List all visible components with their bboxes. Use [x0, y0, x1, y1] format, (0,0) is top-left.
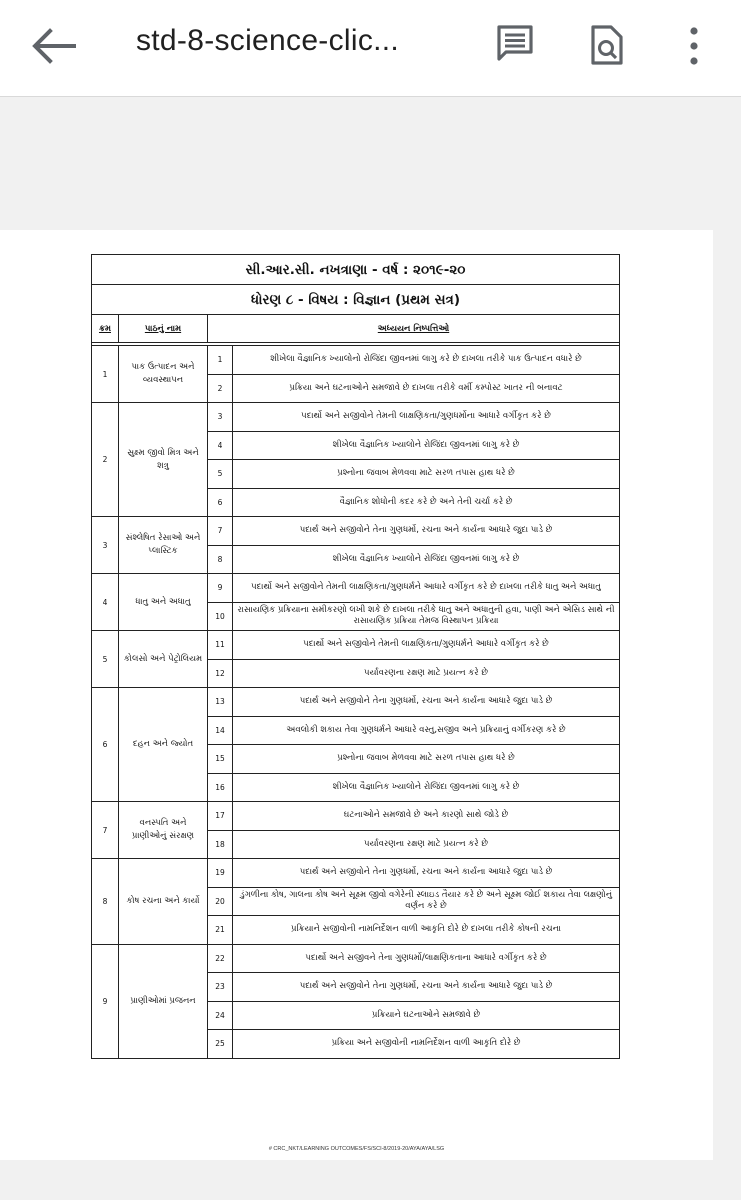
outcome-number: 25 [208, 1030, 233, 1059]
app-bar [0, 0, 741, 97]
table-subtitle: ધોરણ ૮ - વિષય : વિજ્ઞાન (પ્રથમ સત્ર) [92, 285, 620, 315]
outcome-text: પદાર્થો અને સજીવોને તેમની લાક્ષણિકતા/ગુણધર્મને આધારે વર્ગીકૃત કરે છે [233, 631, 620, 660]
table-row [92, 574, 620, 603]
table-row [92, 688, 620, 717]
outcome-text: પદાર્થો અને સજીવોને તેમની લાક્ષણિકતા/ગુણધર્મને આધારે વર્ગીકૃત કરે છે દાખલા તરીકે ધાતુ અને અધાતુ [233, 574, 620, 603]
unit-number: 4 [92, 574, 119, 631]
outcome-text: શીખેલા વૈજ્ઞાનિક ખ્યાલોને રોજિંદા જીવનમાં લાગુ કરે છે [233, 773, 620, 802]
outcome-number: 8 [208, 545, 233, 574]
unit-name: વનસ્પતિ અને પ્રાણીઓનું સંરક્ષણ [119, 802, 208, 859]
document-page [0, 230, 713, 1160]
outcome-number: 24 [208, 1001, 233, 1030]
outcome-number: 5 [208, 460, 233, 489]
table-row [92, 403, 620, 432]
search-document-icon[interactable] [590, 24, 624, 66]
unit-number: 1 [92, 346, 119, 403]
unit-name: ધાતુ અને અધાતુ [119, 574, 208, 631]
outcome-text: પ્રક્રિયાને ઘટનાઓને સમજાવે છે [233, 1001, 620, 1030]
table-title: સી.આર.સી. નખત્રાણા - વર્ષ : ૨૦૧૯-૨૦ [92, 255, 620, 285]
outcome-text: પદાર્થ અને સજીવોને તેના ગુણધર્મો, રચના અને કાર્યના આધારે જુદા પાડે છે [233, 688, 620, 717]
table-row [92, 944, 620, 973]
unit-number: 7 [92, 802, 119, 859]
unit-name: કોલસો અને પેટ્રોલિયમ [119, 631, 208, 688]
outcome-number: 16 [208, 773, 233, 802]
unit-name: સંશ્લેષિત રેસાઓ અને પ્લાસ્ટિક [119, 517, 208, 574]
outcome-text: શીખેલા વૈજ્ઞાનિક ખ્યાલોનો રોજિંદા જીવનમાં લાગુ કરે છે દાખલા તરીકે પાક ઉત્પાદન વધારે છે [233, 346, 620, 375]
comment-icon[interactable] [496, 24, 534, 64]
outcome-text: પ્રશ્નોના જવાબ મેળવવા માટે સરળ તપાસ હાથ ધરે છે [233, 745, 620, 774]
outcome-number: 14 [208, 716, 233, 745]
header-unit: પાઠનું નામ [119, 315, 208, 343]
unit-name: પ્રાણીઓમાં પ્રજનન [119, 944, 208, 1058]
outcome-text: પદાર્થો અને સજીવને તેના ગુણધર્મો/લાક્ષણિકતાના આધારે વર્ગીકૃત કરે છે [233, 944, 620, 973]
outcome-number: 17 [208, 802, 233, 831]
outcome-text: પર્યાવરણના રક્ષણ માટે પ્રયત્ન કરે છે [233, 659, 620, 688]
outcome-number: 3 [208, 403, 233, 432]
header-outcomes: અધ્યયન નિષ્પત્તિઓ [208, 315, 620, 343]
outcome-number: 2 [208, 374, 233, 403]
outcome-number: 23 [208, 973, 233, 1002]
outcome-number: 1 [208, 346, 233, 375]
outcome-number: 18 [208, 830, 233, 859]
outcome-number: 19 [208, 859, 233, 888]
unit-name: કોષ રચના અને કાર્યો [119, 859, 208, 945]
outcome-text: પદાર્થ અને સજીવોને તેના ગુણધર્મો, રચના અને કાર્યના આધારે જુદા પાડે છે [233, 517, 620, 546]
unit-name: પાક ઉત્પાદન અને વ્યવસ્થાપન [119, 346, 208, 403]
outcome-text: રાસાયણિક પ્રક્રિયાના સમીકરણો લખી શકે છે દાખલા તરીકે ધાતુ અને અધાતુની હવા, પાણી અને એસિડ સાથે ની રાસાયણિક પ્રક્રિયા તેમજ વિસ્થાપન પ્રક્રિયા [233, 602, 620, 631]
outcome-text: ઘટનાઓને સમજાવે છે અને કારણો સાથે જોડે છે [233, 802, 620, 831]
table-row [92, 859, 620, 888]
header-sr: ક્રમ [92, 315, 119, 343]
unit-name: સુક્ષ્મ જીવો મિત્ર અને શત્રુ [119, 403, 208, 517]
arrow-back-icon[interactable] [30, 26, 76, 66]
outcome-number: 4 [208, 431, 233, 460]
unit-number: 5 [92, 631, 119, 688]
outcome-text: પદાર્થ અને સજીવોને તેના ગુણધર્મો, રચના અને કાર્યના આધારે જુદા પાડે છે [233, 859, 620, 888]
unit-name: દહન અને જ્યોત [119, 688, 208, 802]
table-row [92, 802, 620, 831]
outcome-text: શીખેલા વૈજ્ઞાનિક ખ્યાલોને રોજિંદા જીવનમાં લાગુ કરે છે [233, 545, 620, 574]
document-title: std-8-science-clic... [136, 24, 400, 57]
outcome-number: 12 [208, 659, 233, 688]
outcome-text: પદાર્થો અને સજીવોને તેમની લાક્ષણિકતા/ગુણધર્મોના આધારે વર્ગીકૃત કરે છે [233, 403, 620, 432]
outcome-number: 20 [208, 887, 233, 916]
outcome-text: અવલોકી શકાય તેવા ગુણધર્મને આધારે વસ્તુ,સજીવ અને પ્રક્રિયાનું વર્ગીકરણ કરે છે [233, 716, 620, 745]
unit-number: 8 [92, 859, 119, 945]
table-row [92, 346, 620, 375]
outcome-number: 22 [208, 944, 233, 973]
outcome-text: પર્યાવરણના રક્ષણ માટે પ્રયત્ન કરે છે [233, 830, 620, 859]
table-row [92, 517, 620, 546]
outcome-text: પ્રક્રિયાને સજીવોની નામનિર્દેશન વાળી આકૃતિ દોરે છે દાખલા તરીકે કોષની રચના [233, 916, 620, 945]
outcome-number: 9 [208, 574, 233, 603]
footer-code: # CRC_NKT/LEARNING OUTCOMES/FS/SCI-8/2019-20/AYA/AYA/LSG [268, 1146, 445, 1152]
outcome-text: પ્રક્રિયા અને સજીવોની નામનિર્દેશન વાળી આકૃતિ દોરે છે [233, 1030, 620, 1059]
unit-number: 2 [92, 403, 119, 517]
outcome-number: 10 [208, 602, 233, 631]
outcome-text: પદાર્થ અને સજીવોને તેના ગુણધર્મો, રચના અને કાર્યના આધારે જુદા પાડે છે [233, 973, 620, 1002]
outcome-number: 15 [208, 745, 233, 774]
outcome-text: વૈજ્ઞાનિક શોધોની કદર કરે છે અને તેની ચર્ચા કરે છે [233, 488, 620, 517]
outcome-text: ડુંગળીના કોષ, ગાલના કોષ અને સૂક્ષ્મ જીવો વગેરેની સ્લાઇડ તૈયાર કરે છે અને સૂક્ષ્મ જોઈ શકાય તેવા લક્ષણોનું વર્ણન કરે છે [233, 887, 620, 916]
outcome-number: 7 [208, 517, 233, 546]
unit-number: 3 [92, 517, 119, 574]
outcome-text: શીખેલા વૈજ્ઞાનિક ખ્યાલોને રોજિંદા જીવનમાં લાગુ કરે છે [233, 431, 620, 460]
learning-outcomes-table [91, 254, 620, 1059]
more-vert-icon[interactable] [688, 24, 700, 68]
outcome-number: 11 [208, 631, 233, 660]
table-row [92, 631, 620, 660]
unit-number: 6 [92, 688, 119, 802]
outcome-number: 6 [208, 488, 233, 517]
unit-number: 9 [92, 944, 119, 1058]
outcome-number: 21 [208, 916, 233, 945]
outcome-number: 13 [208, 688, 233, 717]
outcome-text: પ્રશ્નોના જવાબ મેળવવા માટે સરળ તપાસ હાથ ધરે છે [233, 460, 620, 489]
outcome-text: પ્રક્રિયા અને ઘટનાઓને સમજાવે છે દાખલા તરીકે વર્મી કમ્પોસ્ટ ખાતર ની બનાવટ [233, 374, 620, 403]
